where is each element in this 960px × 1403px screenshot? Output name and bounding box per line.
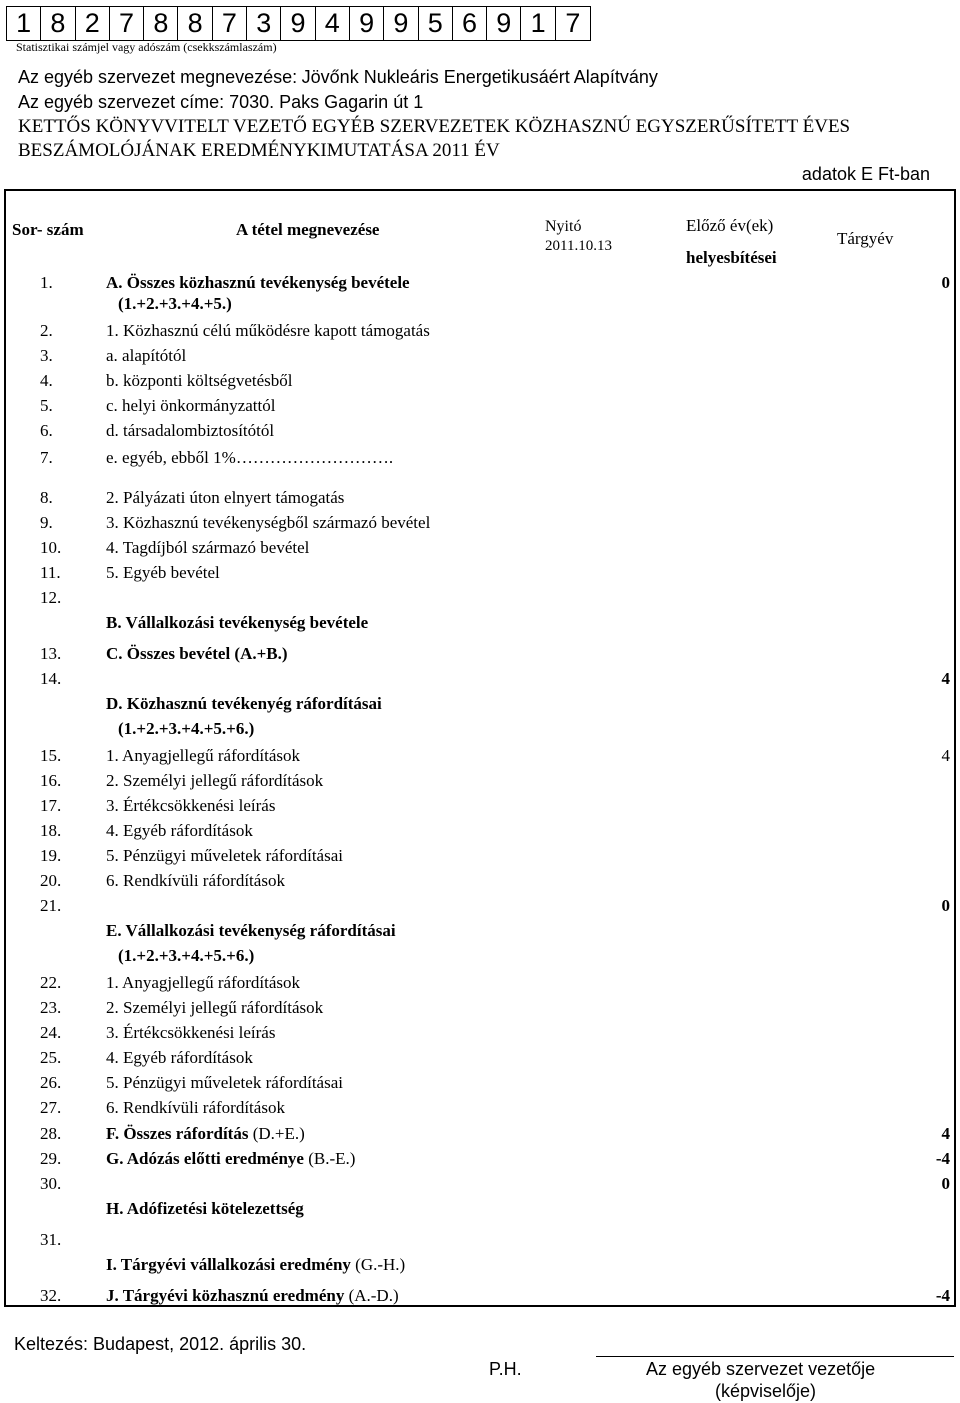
- row-number: 26.: [40, 1073, 62, 1092]
- row-number: 12.: [40, 588, 62, 607]
- row-number: 8.: [40, 488, 53, 507]
- row-label-formula: (B.-E.): [303, 1149, 356, 1168]
- row-label: [106, 1255, 405, 1275]
- col-header-targyev: Tárgyév: [837, 229, 894, 248]
- row-number: 31.: [40, 1230, 62, 1249]
- row-label: 4. Egyéb ráfordítások: [106, 1048, 253, 1067]
- row-number: 19.: [40, 846, 62, 865]
- tax-id-digit-boxes: [6, 6, 591, 41]
- row-label: e. egyéb, ebből 1%……………………….: [106, 448, 394, 467]
- row-label: 2. Személyi jellegű ráfordítások: [106, 771, 324, 790]
- row-label-formula: (G.-H.): [350, 1255, 406, 1274]
- row-label-bold: I. Tárgyévi vállalkozási eredmény: [106, 1255, 351, 1274]
- row-number: 22.: [40, 973, 62, 992]
- row-label: 3. Értékcsökkenési leírás: [106, 796, 276, 815]
- targyev-value: 4: [941, 1124, 950, 1143]
- tax-id-digit: 1: [521, 7, 555, 40]
- col-header-sorszam: Sor- szám: [12, 220, 84, 239]
- row-number: 24.: [40, 1023, 62, 1042]
- tax-id-digit: 9: [384, 7, 418, 40]
- row-label: 2. Személyi jellegű ráfordítások: [106, 998, 324, 1017]
- report-title-line-1: KETTŐS KÖNYVVITELT VEZETŐ EGYÉB SZERVEZETEK KÖZHASZNÚ EGYSZERŰSÍTETT ÉVES: [18, 116, 851, 137]
- row-label: a. alapítótól: [106, 346, 187, 365]
- row-number: 18.: [40, 821, 62, 840]
- row-number: 16.: [40, 771, 62, 790]
- row-label: 4. Tagdíjból származó bevétel: [106, 538, 310, 557]
- row-label: 3. Értékcsökkenési leírás: [106, 1023, 276, 1042]
- tax-id-digit: 7: [110, 7, 144, 40]
- row-label: E. Vállalkozási tevékenység ráfordításai: [106, 921, 396, 940]
- row-label: B. Vállalkozási tevékenység bevétele: [106, 613, 369, 632]
- row-number: 4.: [40, 371, 53, 390]
- row-number: 7.: [40, 448, 53, 467]
- col-header-elozo-2: helyesbítései: [686, 248, 777, 267]
- tax-id-digit: 7: [565, 8, 581, 38]
- col-header-nyito-date: 2011.10.13: [545, 238, 612, 254]
- row-label: D. Közhasznú tevékenyég ráfordításai: [106, 694, 382, 713]
- row-number: 30.: [40, 1174, 62, 1193]
- row-number: 29.: [40, 1149, 62, 1168]
- col-header-nyito: Nyitó: [545, 218, 582, 235]
- row-label: 2. Pályázati úton elnyert támogatás: [106, 488, 345, 507]
- row-label: 1. Anyagjellegű ráfordítások: [106, 746, 301, 765]
- row-number: 5.: [40, 396, 53, 415]
- col-header-tetel: A tétel megnevezése: [236, 220, 380, 239]
- tax-id-digit: 7: [213, 7, 247, 40]
- targyev-value: 0: [941, 896, 950, 915]
- row-number: 28.: [40, 1124, 62, 1143]
- row-label: 3. Közhasznú tevékenységből származó bevétel: [106, 513, 431, 532]
- footer-signature-1: Az egyéb szervezet vezetője: [646, 1359, 876, 1379]
- row-label: [106, 1124, 305, 1144]
- tax-id-digit: 9: [281, 7, 315, 40]
- tax-id-digit: 5: [419, 7, 453, 40]
- report-title-line-2: BESZÁMOLÓJÁNAK EREDMÉNYKIMUTATÁSA 2011 ÉV: [18, 140, 500, 161]
- row-label: 5. Egyéb bevétel: [106, 563, 220, 582]
- row-number: 3.: [40, 346, 53, 365]
- tax-id-digit: 8: [144, 7, 178, 40]
- tax-id-digit: 9: [487, 7, 521, 40]
- row-label-formula: (1.+2.+3.+4.+5.): [118, 294, 232, 313]
- row-number: 9.: [40, 513, 53, 532]
- targyev-value: -4: [935, 1286, 950, 1305]
- row-label: d. társadalombiztosítótól: [106, 421, 275, 440]
- targyev-value: 4: [941, 746, 950, 765]
- tax-id-digit: 3: [247, 7, 281, 40]
- row-number: 21.: [40, 896, 62, 915]
- row-label: [106, 1286, 399, 1306]
- col-header-elozo: Előző év(ek): [686, 216, 774, 235]
- row-label: [106, 1149, 355, 1169]
- tax-id-digit: 1: [7, 7, 41, 40]
- signature-line: [596, 1356, 954, 1357]
- tax-id-digit: 8: [178, 7, 212, 40]
- row-label-formula: (D.+E.): [248, 1124, 305, 1143]
- row-number: 25.: [40, 1048, 62, 1067]
- row-label: 5. Pénzügyi műveletek ráfordításai: [106, 1073, 343, 1092]
- row-label-formula: (A.-D.): [344, 1286, 399, 1305]
- tax-id-digit: 4: [316, 7, 350, 40]
- footer-date: Keltezés: Budapest, 2012. április 30.: [14, 1334, 307, 1354]
- row-label: A. Összes közhasznú tevékenység bevétele: [106, 273, 410, 292]
- row-label: 6. Rendkívüli ráfordítások: [106, 871, 285, 890]
- row-label: 1. Anyagjellegű ráfordítások: [106, 973, 301, 992]
- row-number: 2.: [40, 321, 53, 340]
- org-name-value: Jövőnk Nukleáris Energetikusáért Alapítvány: [301, 67, 658, 87]
- row-number: 11.: [40, 563, 61, 582]
- row-number: 6.: [40, 421, 53, 440]
- row-label: H. Adófizetési kötelezettség: [106, 1199, 304, 1218]
- row-number: 17.: [40, 796, 62, 815]
- row-label-bold: J. Tárgyévi közhasznú eredmény: [106, 1286, 345, 1305]
- row-number: 1.: [40, 273, 53, 292]
- footer-ph: P.H.: [489, 1359, 522, 1379]
- row-number: 13.: [40, 644, 62, 663]
- tax-id-digit: 2: [76, 7, 110, 40]
- units-label: adatok E Ft-ban: [801, 164, 930, 184]
- tax-id-digit: 8: [41, 7, 75, 40]
- org-address: Az egyéb szervezet címe: 7030. Paks Gagarin út 1: [18, 92, 424, 112]
- row-label-bold: F. Összes ráfordítás: [106, 1124, 249, 1143]
- row-label: C. Összes bevétel (A.+B.): [106, 644, 288, 663]
- row-label-formula: (1.+2.+3.+4.+5.+6.): [118, 719, 255, 738]
- targyev-value: 0: [941, 273, 950, 292]
- tax-id-digit: 9: [350, 7, 384, 40]
- row-number: 10.: [40, 538, 62, 557]
- targyev-value: -4: [935, 1149, 950, 1168]
- row-number: 23.: [40, 998, 62, 1017]
- row-label: 6. Rendkívüli ráfordítások: [106, 1098, 285, 1117]
- row-label: 5. Pénzügyi műveletek ráfordításai: [106, 846, 343, 865]
- row-label: 4. Egyéb ráfordítások: [106, 821, 253, 840]
- row-label: 1. Közhasznú célú működésre kapott támogatás: [106, 321, 430, 340]
- row-number: 27.: [40, 1098, 62, 1117]
- row-number: 32.: [40, 1286, 62, 1305]
- row-label: c. helyi önkormányzattól: [106, 396, 276, 415]
- row-label-formula: (1.+2.+3.+4.+5.+6.): [118, 946, 255, 965]
- targyev-value: 4: [941, 669, 950, 688]
- row-number: 15.: [40, 746, 62, 765]
- row-label: b. központi költségvetésből: [106, 371, 293, 390]
- org-name-label: Az egyéb szervezet megnevezése:: [18, 67, 298, 87]
- footer-signature-2: (képviselője): [715, 1381, 817, 1401]
- row-number: 14.: [40, 669, 62, 688]
- tax-id-digit: 6: [453, 7, 487, 40]
- row-label-bold: G. Adózás előtti eredménye: [106, 1149, 304, 1168]
- targyev-value: 0: [941, 1174, 950, 1193]
- org-name-line: [18, 67, 658, 88]
- row-number: 20.: [40, 871, 62, 890]
- tax-id-caption: Statisztikai számjel vagy adószám (csekkszámlaszám): [16, 40, 277, 54]
